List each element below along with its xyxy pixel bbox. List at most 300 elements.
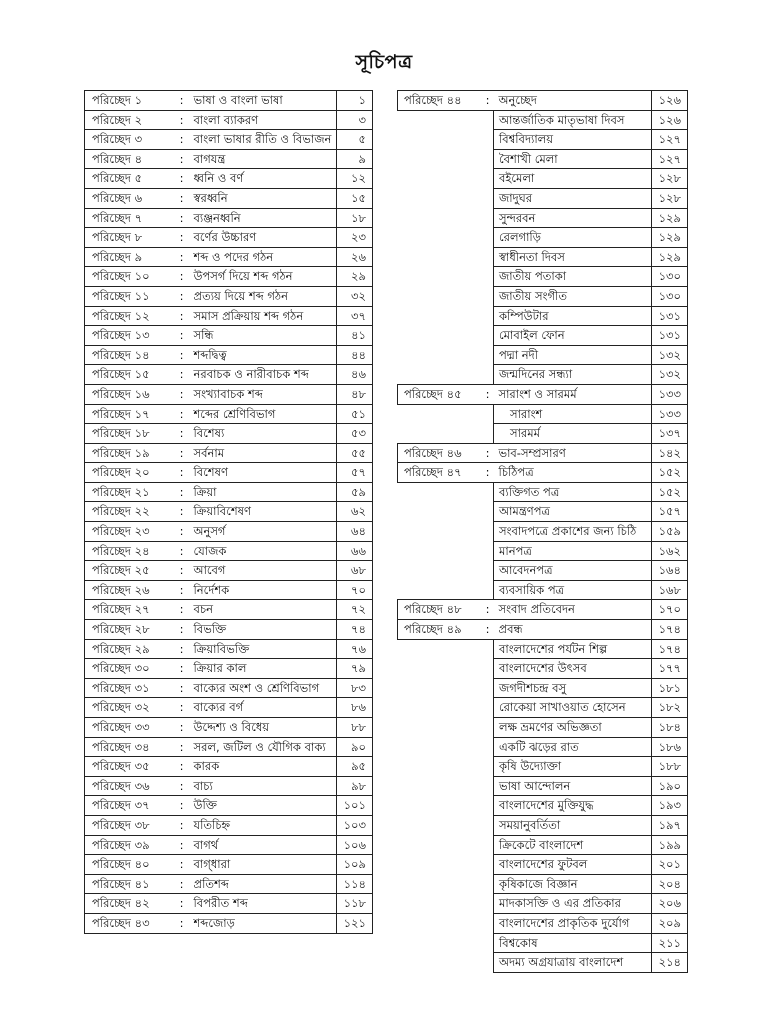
colon-separator: : (175, 306, 189, 326)
chapter-title: সারাংশ ও সারমর্ম (494, 384, 652, 404)
page-number: ১৯৯ (652, 835, 688, 855)
page-number: ৫৯ (337, 482, 373, 502)
page-number: ১৭৭ (652, 659, 688, 679)
page-number: ১৭০ (652, 600, 688, 620)
toc-row (398, 815, 688, 835)
chapter-label: পরিচ্ছেদ ৩৮ (85, 815, 175, 835)
section-title: জন্মদিনের সন্ধ্যা (494, 365, 652, 385)
page-number: ১৮ (337, 208, 373, 228)
chapter-label: পরিচ্ছেদ ৩ (85, 130, 175, 150)
chapter-label: পরিচ্ছেদ ২৮ (85, 620, 175, 640)
blank-cell (398, 874, 482, 894)
toc-row (398, 384, 688, 404)
chapter-title: বিপরীত শব্দ (189, 894, 337, 914)
toc-row (85, 815, 373, 835)
chapter-title: বাগ্‌ধারা (189, 855, 337, 875)
section-title: সময়ানুবর্তিতা (494, 815, 652, 835)
page-number: ১২৬ (652, 110, 688, 130)
toc-row (398, 796, 688, 816)
page-number: ১৩১ (652, 326, 688, 346)
colon-separator: : (175, 482, 189, 502)
chapter-label: পরিচ্ছেদ ৩৯ (85, 835, 175, 855)
blank-cell (482, 855, 494, 875)
blank-cell (398, 737, 482, 757)
toc-row (398, 855, 688, 875)
chapter-title: বাগযন্ত্র (189, 149, 337, 169)
chapter-label: পরিচ্ছেদ ৩৪ (85, 737, 175, 757)
blank-cell (482, 326, 494, 346)
blank-cell (482, 130, 494, 150)
page-number: ১২৯ (652, 208, 688, 228)
colon-separator: : (175, 600, 189, 620)
chapter-title: কারক (189, 757, 337, 777)
blank-cell (398, 933, 482, 953)
toc-row (398, 639, 688, 659)
colon-separator: : (175, 620, 189, 640)
page-number: ১২৮ (652, 169, 688, 189)
section-title: একটি ঝড়ের রাত (494, 737, 652, 757)
toc-row (398, 482, 688, 502)
blank-cell (398, 757, 482, 777)
toc-row (85, 561, 373, 581)
toc-row (85, 776, 373, 796)
chapter-title: আবেগ (189, 561, 337, 581)
toc-row (398, 463, 688, 483)
toc-row (398, 267, 688, 287)
chapter-title: বচন (189, 600, 337, 620)
chapter-label: পরিচ্ছেদ ৩১ (85, 678, 175, 698)
page-number: ১৬২ (652, 541, 688, 561)
blank-cell (482, 580, 494, 600)
page-number: ৫৫ (337, 443, 373, 463)
chapter-title: বর্ণের উচ্চারণ (189, 228, 337, 248)
blank-cell (398, 365, 482, 385)
blank-cell (482, 913, 494, 933)
toc-row (85, 365, 373, 385)
chapter-label: পরিচ্ছেদ ৭ (85, 208, 175, 228)
chapter-label: পরিচ্ছেদ ১১ (85, 286, 175, 306)
blank-cell (482, 482, 494, 502)
page-number: ২০১ (652, 855, 688, 875)
toc-row (85, 267, 373, 287)
toc-row (85, 600, 373, 620)
page-number: ৪৮ (337, 384, 373, 404)
blank-cell (398, 522, 482, 542)
page-number: ৯৮ (337, 776, 373, 796)
colon-separator: : (175, 345, 189, 365)
page-number: ১০৯ (337, 855, 373, 875)
chapter-label: পরিচ্ছেদ ২ (85, 110, 175, 130)
section-title: সারাংশ (494, 404, 652, 424)
chapter-title: বিশেষণ (189, 463, 337, 483)
page-number: ১৮৮ (652, 757, 688, 777)
chapter-title: সংবাদ প্রতিবেদন (494, 600, 652, 620)
chapter-title: উপসর্গ দিয়ে শব্দ গঠন (189, 267, 337, 287)
page-number: ১৬৪ (652, 561, 688, 581)
chapter-title: অনুসর্গ (189, 522, 337, 542)
page-number: ৭৪ (337, 620, 373, 640)
page-number: ৫১ (337, 404, 373, 424)
colon-separator: : (175, 796, 189, 816)
page-number: ১৪২ (652, 443, 688, 463)
page-number: ৪৬ (337, 365, 373, 385)
blank-cell (482, 228, 494, 248)
page-number: ২১৪ (652, 953, 688, 973)
toc-row (398, 443, 688, 463)
page-number: ১৫৯ (652, 522, 688, 542)
toc-row (85, 659, 373, 679)
chapter-label: পরিচ্ছেদ ২৭ (85, 600, 175, 620)
toc-row (398, 757, 688, 777)
page-number: ১৮১ (652, 678, 688, 698)
colon-separator: : (175, 737, 189, 757)
blank-cell (398, 855, 482, 875)
toc-row (398, 188, 688, 208)
toc-row (85, 188, 373, 208)
blank-cell (398, 286, 482, 306)
section-title: বাংলাদেশের মুক্তিযুদ্ধ (494, 796, 652, 816)
page-number: ৬৪ (337, 522, 373, 542)
colon-separator: : (175, 267, 189, 287)
section-title: সুন্দরবন (494, 208, 652, 228)
toc-row (85, 718, 373, 738)
section-title: লক্ষ ভ্রমণের অভিজ্ঞতা (494, 718, 652, 738)
chapter-title: সরল, জটিল ও যৌগিক বাক্য (189, 737, 337, 757)
toc-row (85, 796, 373, 816)
colon-separator: : (175, 502, 189, 522)
section-title: বিশ্বকোষ (494, 933, 652, 953)
toc-row (85, 620, 373, 640)
chapter-title: ক্রিয়াবিশেষণ (189, 502, 337, 522)
chapter-title: বাক্যের অংশ ও শ্রেণিবিভাগ (189, 678, 337, 698)
page-number: ৫৩ (337, 424, 373, 444)
toc-row (85, 502, 373, 522)
chapter-label: পরিচ্ছেদ ১৪ (85, 345, 175, 365)
colon-separator: : (482, 443, 494, 463)
page-number: ১২১ (337, 913, 373, 933)
toc-row (85, 169, 373, 189)
toc-row (85, 463, 373, 483)
page-number: ১১৮ (337, 894, 373, 914)
chapter-label: পরিচ্ছেদ ৩৬ (85, 776, 175, 796)
blank-cell (482, 835, 494, 855)
chapter-title: ক্রিয়ার কাল (189, 659, 337, 679)
colon-separator: : (482, 384, 494, 404)
chapter-label: পরিচ্ছেদ ৪০ (85, 855, 175, 875)
page-number: ১৬৮ (652, 580, 688, 600)
blank-cell (482, 247, 494, 267)
page-number: ১৮২ (652, 698, 688, 718)
colon-separator: : (175, 776, 189, 796)
section-title: কম্পিউটার (494, 306, 652, 326)
blank-cell (482, 561, 494, 581)
chapter-title: বিশেষ্য (189, 424, 337, 444)
section-title: আন্তর্জাতিক মাতৃভাষা দিবস (494, 110, 652, 130)
colon-separator: : (175, 522, 189, 542)
chapter-title: যতিচিহ্ন (189, 815, 337, 835)
blank-cell (482, 306, 494, 326)
toc-row (398, 404, 688, 424)
blank-cell (398, 482, 482, 502)
chapter-title: ক্রিয়াবিভক্তি (189, 639, 337, 659)
toc-row (85, 913, 373, 933)
colon-separator: : (175, 384, 189, 404)
blank-cell (482, 110, 494, 130)
toc-row (398, 130, 688, 150)
page-number: ১৩০ (652, 286, 688, 306)
page-number: ১৯০ (652, 776, 688, 796)
blank-cell (398, 561, 482, 581)
section-title: কৃষিকাজে বিজ্ঞান (494, 874, 652, 894)
toc-row (398, 208, 688, 228)
page-number: ২৬ (337, 247, 373, 267)
toc-row (398, 737, 688, 757)
chapter-title: বাংলা ব্যাকরণ (189, 110, 337, 130)
blank-cell (398, 894, 482, 914)
chapter-label: পরিচ্ছেদ ৩০ (85, 659, 175, 679)
toc-row (398, 326, 688, 346)
toc-row (398, 580, 688, 600)
page-number: ১০৬ (337, 835, 373, 855)
section-title: রেলগাড়ি (494, 228, 652, 248)
blank-cell (398, 835, 482, 855)
section-title: আবেদনপত্র (494, 561, 652, 581)
toc-row (398, 424, 688, 444)
section-title: ক্রিকেটে বাংলাদেশ (494, 835, 652, 855)
page-number: ১৩৩ (652, 404, 688, 424)
blank-cell (398, 580, 482, 600)
section-title: বাংলাদেশের উৎসব (494, 659, 652, 679)
toc-row (398, 913, 688, 933)
chapter-title: বাগর্থ (189, 835, 337, 855)
chapter-label: পরিচ্ছেদ ১৭ (85, 404, 175, 424)
blank-cell (398, 678, 482, 698)
chapter-label: পরিচ্ছেদ ২৫ (85, 561, 175, 581)
chapter-label: পরিচ্ছেদ ২২ (85, 502, 175, 522)
chapter-title: প্রত্যয় দিয়ে শব্দ গঠন (189, 286, 337, 306)
page-number: ১ (337, 91, 373, 111)
page-number: ১৮৬ (652, 737, 688, 757)
toc-left-table (84, 90, 373, 934)
blank-cell (398, 306, 482, 326)
section-title: ব্যক্তিগত পত্র (494, 482, 652, 502)
chapter-title: ব্যঞ্জনধ্বনি (189, 208, 337, 228)
chapter-label: পরিচ্ছেদ ২৪ (85, 541, 175, 561)
chapter-label: পরিচ্ছেদ ৪৩ (85, 913, 175, 933)
page-number: ৭০ (337, 580, 373, 600)
page-number: ১৯৭ (652, 815, 688, 835)
page-number: ১০৩ (337, 815, 373, 835)
blank-cell (482, 404, 494, 424)
toc-row (85, 874, 373, 894)
colon-separator: : (175, 91, 189, 111)
page-number: ১৯৩ (652, 796, 688, 816)
chapter-label: পরিচ্ছেদ ৮ (85, 228, 175, 248)
chapter-label: পরিচ্ছেদ ৩৩ (85, 718, 175, 738)
blank-cell (482, 522, 494, 542)
blank-cell (482, 659, 494, 679)
colon-separator: : (175, 894, 189, 914)
chapter-title: সংখ্যাবাচক শব্দ (189, 384, 337, 404)
chapter-title: প্রতিশব্দ (189, 874, 337, 894)
chapter-title: প্রবন্ধ (494, 620, 652, 640)
chapter-label: পরিচ্ছেদ ১ (85, 91, 175, 111)
blank-cell (398, 110, 482, 130)
section-title: সংবাদপত্রে প্রকাশের জন্য চিঠি (494, 522, 652, 542)
colon-separator: : (175, 835, 189, 855)
toc-row (85, 443, 373, 463)
section-title: মানপত্র (494, 541, 652, 561)
toc-right-table (397, 90, 688, 973)
chapter-label: পরিচ্ছেদ ৪৭ (398, 463, 482, 483)
section-title: বাংলাদেশের পর্যটন শিল্প (494, 639, 652, 659)
page-number: ১৫২ (652, 463, 688, 483)
chapter-label: পরিচ্ছেদ ৪৫ (398, 384, 482, 404)
colon-separator: : (175, 718, 189, 738)
toc-row (398, 561, 688, 581)
page-number: ৯০ (337, 737, 373, 757)
chapter-label: পরিচ্ছেদ ৪৪ (398, 91, 482, 111)
blank-cell (398, 267, 482, 287)
toc-row (398, 678, 688, 698)
toc-row (398, 110, 688, 130)
page-number: ৯৫ (337, 757, 373, 777)
section-title: পদ্মা নদী (494, 345, 652, 365)
chapter-label: পরিচ্ছেদ ৪৯ (398, 620, 482, 640)
toc-row (398, 953, 688, 973)
chapter-title: সমাস প্রক্রিয়ায় শব্দ গঠন (189, 306, 337, 326)
blank-cell (398, 247, 482, 267)
colon-separator: : (175, 541, 189, 561)
chapter-title: সর্বনাম (189, 443, 337, 463)
page-number: ৩৭ (337, 306, 373, 326)
colon-separator: : (175, 286, 189, 306)
blank-cell (482, 933, 494, 953)
chapter-title: শব্দদ্বিত্ব (189, 345, 337, 365)
toc-row (398, 91, 688, 111)
blank-cell (482, 424, 494, 444)
page-number: ৫৭ (337, 463, 373, 483)
toc-row (85, 482, 373, 502)
section-title: মোবাইল ফোন (494, 326, 652, 346)
blank-cell (398, 326, 482, 346)
section-title: মাদকাসক্তি ও এর প্রতিকার (494, 894, 652, 914)
page-number: ৭২ (337, 600, 373, 620)
page-number: ১২৮ (652, 188, 688, 208)
chapter-label: পরিচ্ছেদ ৩৭ (85, 796, 175, 816)
chapter-title: ভাষা ও বাংলা ভাষা (189, 91, 337, 111)
toc-row (85, 757, 373, 777)
chapter-title: ধ্বনি ও বর্ণ (189, 169, 337, 189)
chapter-title: ভাব-সম্প্রসারণ (494, 443, 652, 463)
colon-separator: : (482, 463, 494, 483)
blank-cell (398, 953, 482, 973)
blank-cell (398, 208, 482, 228)
toc-row (85, 894, 373, 914)
toc-row (85, 855, 373, 875)
page-number: ২০৪ (652, 874, 688, 894)
chapter-label: পরিচ্ছেদ ৪২ (85, 894, 175, 914)
chapter-title: চিঠিপত্র (494, 463, 652, 483)
chapter-label: পরিচ্ছেদ ১৫ (85, 365, 175, 385)
section-title: বৈশাখী মেলা (494, 149, 652, 169)
colon-separator: : (175, 228, 189, 248)
blank-cell (482, 286, 494, 306)
colon-separator: : (175, 424, 189, 444)
chapter-title: উদ্দেশ্য ও বিধেয় (189, 718, 337, 738)
colon-separator: : (175, 326, 189, 346)
chapter-title: নরবাচক ও নারীবাচক শব্দ (189, 365, 337, 385)
chapter-label: পরিচ্ছেদ ৯ (85, 247, 175, 267)
page-number: ১৫৭ (652, 502, 688, 522)
blank-cell (398, 718, 482, 738)
colon-separator: : (175, 208, 189, 228)
page-number: ১২৯ (652, 228, 688, 248)
page-title: সূচিপত্র (355, 51, 413, 73)
chapter-label: পরিচ্ছেদ ২৬ (85, 580, 175, 600)
blank-cell (398, 639, 482, 659)
chapter-label: পরিচ্ছেদ ২৩ (85, 522, 175, 542)
toc-row (398, 698, 688, 718)
chapter-title: ক্রিয়া (189, 482, 337, 502)
toc-row (85, 678, 373, 698)
toc-row (398, 541, 688, 561)
blank-cell (398, 188, 482, 208)
toc-row (85, 580, 373, 600)
colon-separator: : (175, 678, 189, 698)
blank-cell (482, 365, 494, 385)
chapter-title: সন্ধি (189, 326, 337, 346)
toc-row (398, 718, 688, 738)
toc-row (398, 600, 688, 620)
page-number: ৪৪ (337, 345, 373, 365)
colon-separator: : (175, 149, 189, 169)
chapter-label: পরিচ্ছেদ ১৮ (85, 424, 175, 444)
chapter-title: যোজক (189, 541, 337, 561)
toc-row (398, 169, 688, 189)
colon-separator: : (175, 188, 189, 208)
colon-separator: : (175, 580, 189, 600)
toc-row (398, 228, 688, 248)
page-number: ১৩২ (652, 365, 688, 385)
chapter-label: পরিচ্ছেদ ৪ (85, 149, 175, 169)
toc-row (398, 345, 688, 365)
chapter-title: অনুচ্ছেদ (494, 91, 652, 111)
blank-cell (482, 737, 494, 757)
section-title: সারমর্ম (494, 424, 652, 444)
section-title: জাতীয় সংগীত (494, 286, 652, 306)
blank-cell (398, 698, 482, 718)
colon-separator: : (482, 600, 494, 620)
page-number: ১২৭ (652, 149, 688, 169)
page-number: ১৩৭ (652, 424, 688, 444)
section-title: ব্যবসায়িক পত্র (494, 580, 652, 600)
blank-cell (398, 502, 482, 522)
blank-cell (398, 913, 482, 933)
section-title: ভাষা আন্দোলন (494, 776, 652, 796)
chapter-title: বাক্যের বর্গ (189, 698, 337, 718)
toc-row (398, 306, 688, 326)
toc-row (398, 365, 688, 385)
section-title: অদম্য অগ্রযাত্রায় বাংলাদেশ (494, 953, 652, 973)
page-number: ১৮৪ (652, 718, 688, 738)
toc-row (85, 737, 373, 757)
toc-row (85, 835, 373, 855)
blank-cell (398, 130, 482, 150)
colon-separator: : (175, 874, 189, 894)
chapter-label: পরিচ্ছেদ ৩২ (85, 698, 175, 718)
chapter-title: নির্দেশক (189, 580, 337, 600)
